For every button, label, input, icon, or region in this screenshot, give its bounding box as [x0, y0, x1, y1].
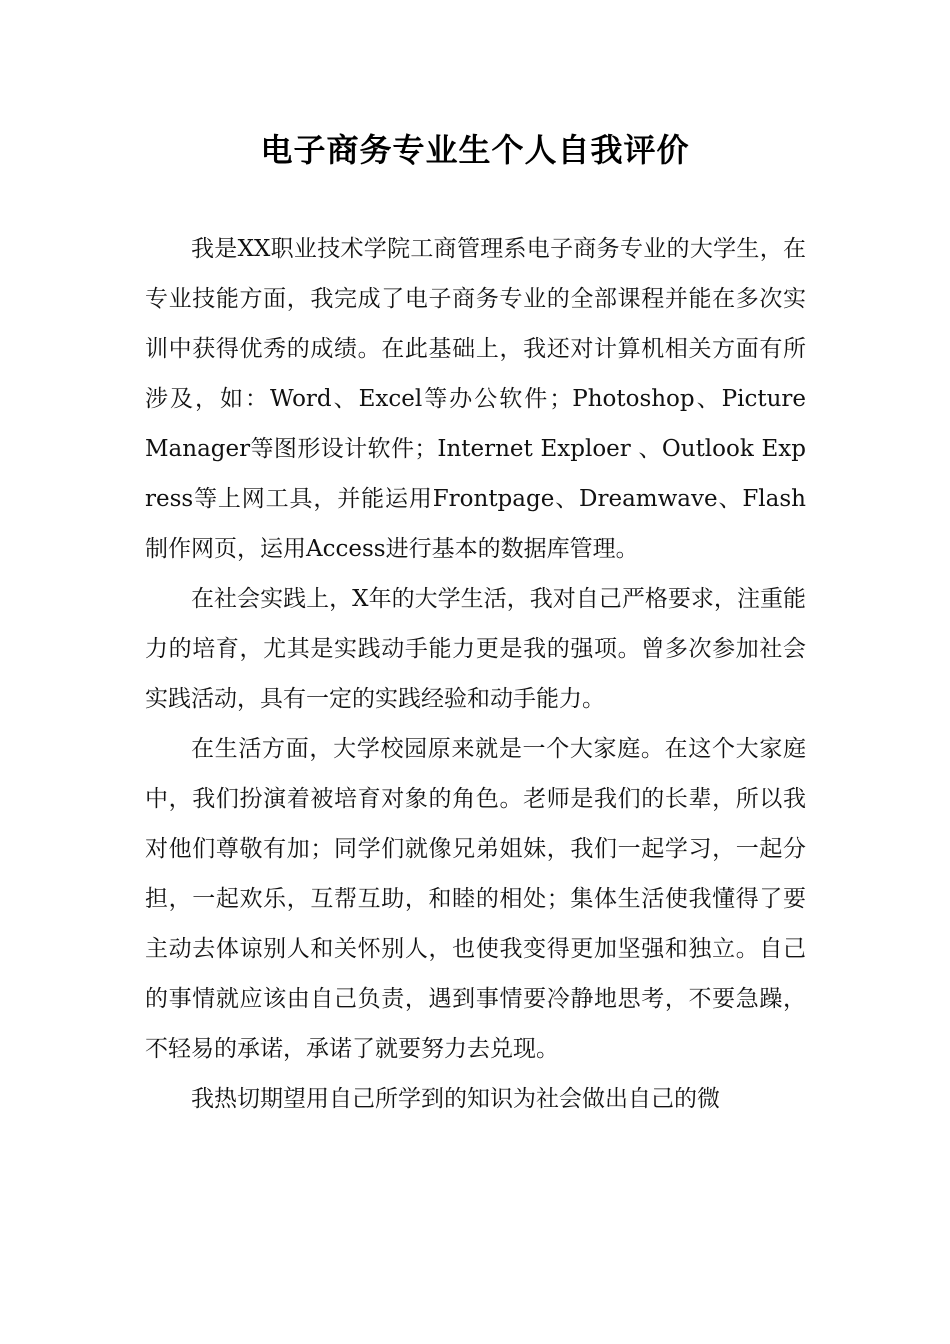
- document-body: [145, 224, 806, 1124]
- paragraph-social-practice: 在社会实践上，X年的大学生活，我对自己严格要求，注重能力的培育，尤其是实践动手能力更是我的强项。曾多次参加社会实践活动，具有一定的实践经验和动手能力。: [145, 586, 806, 712]
- paragraph-skills: 我是XX职业技术学院工商管理系电子商务专业的大学生，在专业技能方面，我完成了电子商务专业的全部课程并能在多次实训中获得优秀的成绩。在此基础上，我还对计算机相关方面有所涉及，如：Word、Excel等办公软件；Photoshop、Picture Manager等图形设计软件；Internet Exploer 、Outlook Express等上网工具，并能运用Frontpage、Dreamwave、Flash制作网页，运用Access进行基本的数据库管理。: [145, 236, 806, 562]
- paragraph-life: 在生活方面，大学校园原来就是一个大家庭。在这个大家庭中，我们扮演着被培育对象的角色。老师是我们的长辈，所以我对他们尊敬有加；同学们就像兄弟姐妹，我们一起学习，一起分担，一起欢乐，互帮互助，和睦的相处；集体生活使我懂得了要主动去体谅别人和关怀别人，也使我变得更加坚强和独立。自己的事情就应该由自己负责，遇到事情要冷静地思考，不要急躁，不轻易的承诺，承诺了就要努力去兑现。: [145, 736, 806, 1062]
- paragraph-aspiration: 我热切期望用自己所学到的知识为社会做出自己的微: [191, 1086, 720, 1112]
- document-title: 电子商务专业生个人自我评价: [260, 131, 690, 169]
